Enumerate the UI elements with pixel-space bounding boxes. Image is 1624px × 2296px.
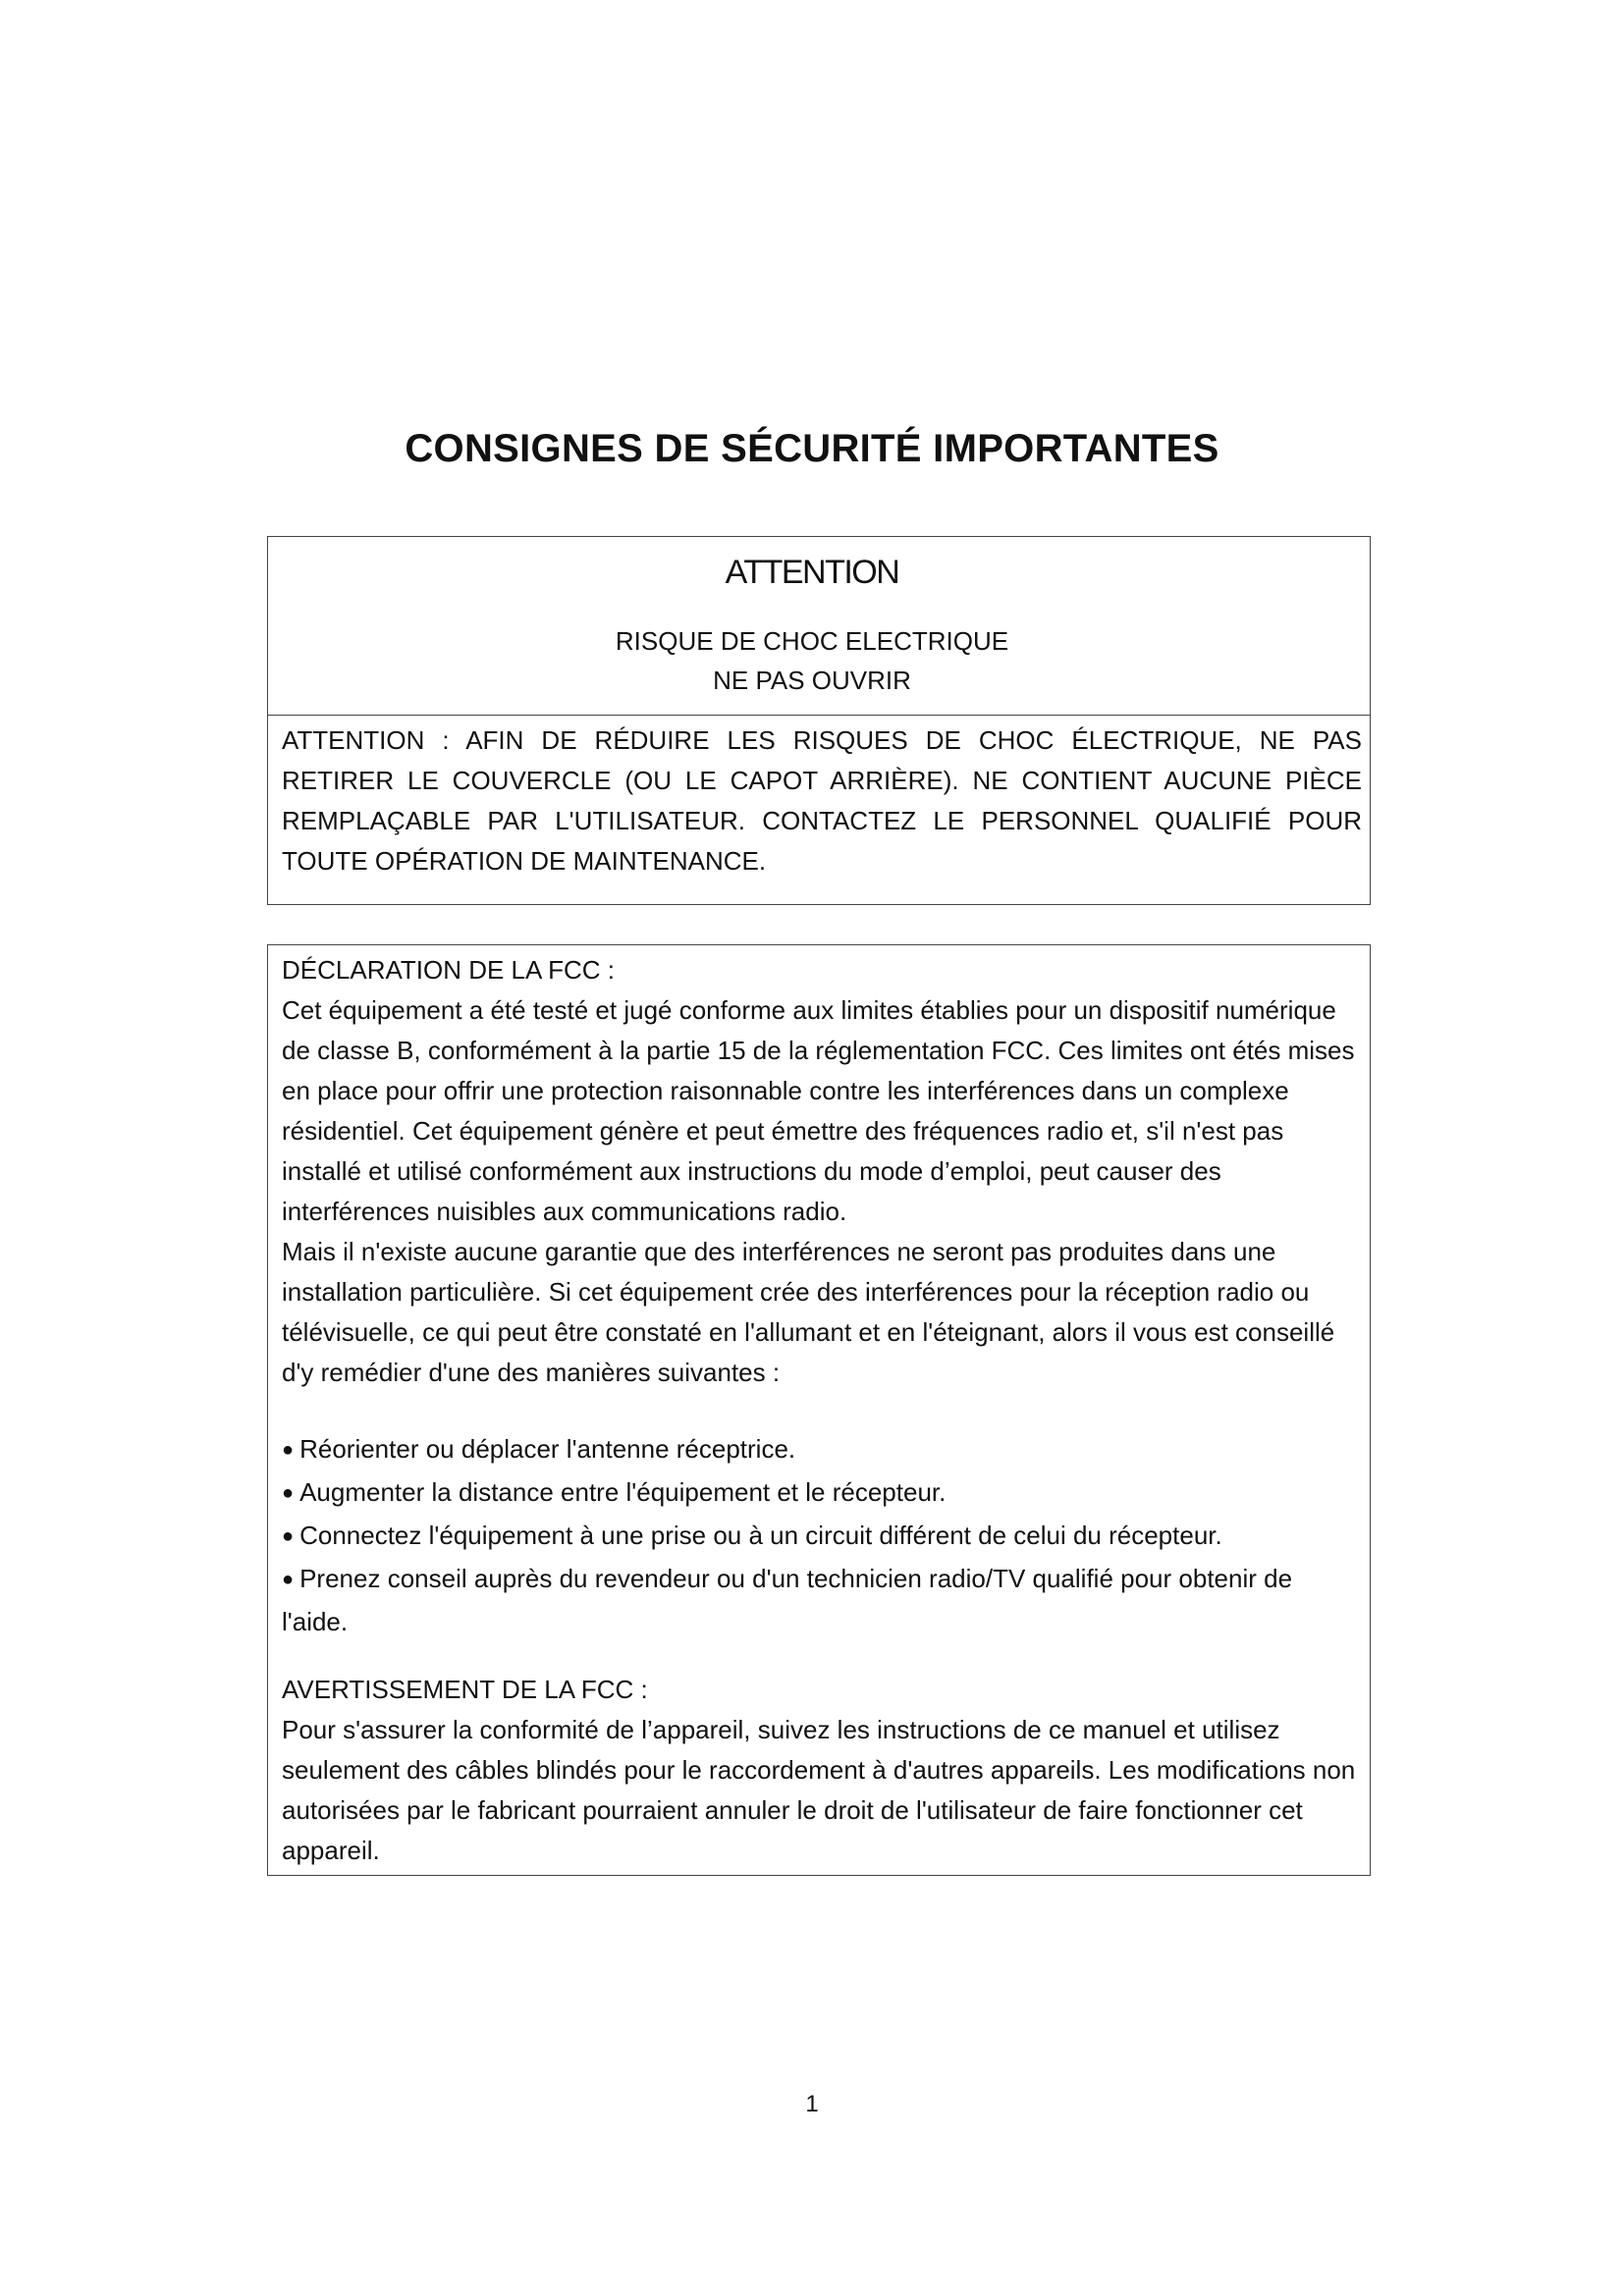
list-item: ● Augmenter la distance entre l'équipement et le récepteur. bbox=[282, 1477, 947, 1507]
fcc-declaration-paragraph-1: Cet équipement a été testé et jugé conforme aux limites établies pour un dispositif numérique de classe B, conformément à la partie 15 de la réglementation FCC. Ces limites ont étés mises en place pour offrir une protection raisonnable contre les interférences dans un complexe résidentiel. Cet équipement génère et peut émettre des fréquences radio et, s'il n'est pas installé et utilisé conformément aux instructions du mode d’emploi, peut causer des interférences nuisibles aux communications radio. bbox=[282, 995, 1355, 1226]
bullet-icon: ● bbox=[282, 1439, 295, 1461]
list-item: ● Connectez l'équipement à une prise ou à un circuit différent de celui du récepteur. bbox=[282, 1521, 1222, 1550]
attention-heading: ATTENTION bbox=[725, 554, 899, 591]
attention-divider bbox=[267, 715, 1371, 716]
attention-warning-text: ATTENTION : AFIN DE RÉDUIRE LES RISQUES DE CHOC ÉLECTRIQUE, NE PAS RETIRER LE COUVERCLE (OU LE CAPOT ARRIÈRE). NE CONTIENT AUCUNE PIÈCE REMPLAÇABLE PAR L'UTILISATEUR. CONTACTEZ LE PERSONNEL QUALIFIÉ POUR TOUTE OPÉRATION DE MAINTENANCE. bbox=[282, 725, 1362, 876]
do-not-open-line: NE PAS OUVRIR bbox=[713, 666, 911, 695]
shock-risk-line: RISQUE DE CHOC ELECTRIQUE bbox=[615, 626, 1009, 656]
fcc-warning bbox=[282, 1670, 1362, 1871]
list-item: ● Prenez conseil auprès du revendeur ou d'un technicien radio/TV qualifié pour obtenir de l'aide. bbox=[282, 1564, 1293, 1636]
fcc-warning-text: Pour s'assurer la conformité de l’appareil, suivez les instructions de ce manuel et utilisez seulement des câbles blindés pour le raccordement à d'autres appareils. Les modifications non autorisées par le fabricant pourraient annuler le droit de l'utilisateur de faire fonctionner cet appareil. bbox=[282, 1715, 1356, 1865]
page-number: 1 bbox=[805, 2091, 819, 2117]
bullet-icon: ● bbox=[282, 1525, 295, 1547]
fcc-declaration-paragraph-2: Mais il n'existe aucune garantie que des interférences ne seront pas produites dans une installation particulière. Si cet équipement crée des interférences pour la réception radio ou télévisuelle, ce qui peut être constaté en l'allumant et en l'éteignant, alors il vous est conseillé d'y remédier d'une des manières suivantes : bbox=[282, 1237, 1335, 1387]
fcc-declaration-title: DÉCLARATION DE LA FCC : bbox=[282, 955, 616, 985]
page-title: CONSIGNES DE SÉCURITÉ IMPORTANTES bbox=[405, 427, 1219, 470]
bullet-icon: ● bbox=[282, 1569, 295, 1590]
fcc-remedy-list bbox=[282, 1429, 1362, 1642]
fcc-warning-title: AVERTISSEMENT DE LA FCC : bbox=[282, 1675, 648, 1704]
bullet-icon: ● bbox=[282, 1482, 295, 1504]
list-item: ● Réorienter ou déplacer l'antenne réceptrice. bbox=[282, 1434, 796, 1464]
fcc-declaration bbox=[282, 950, 1362, 1393]
